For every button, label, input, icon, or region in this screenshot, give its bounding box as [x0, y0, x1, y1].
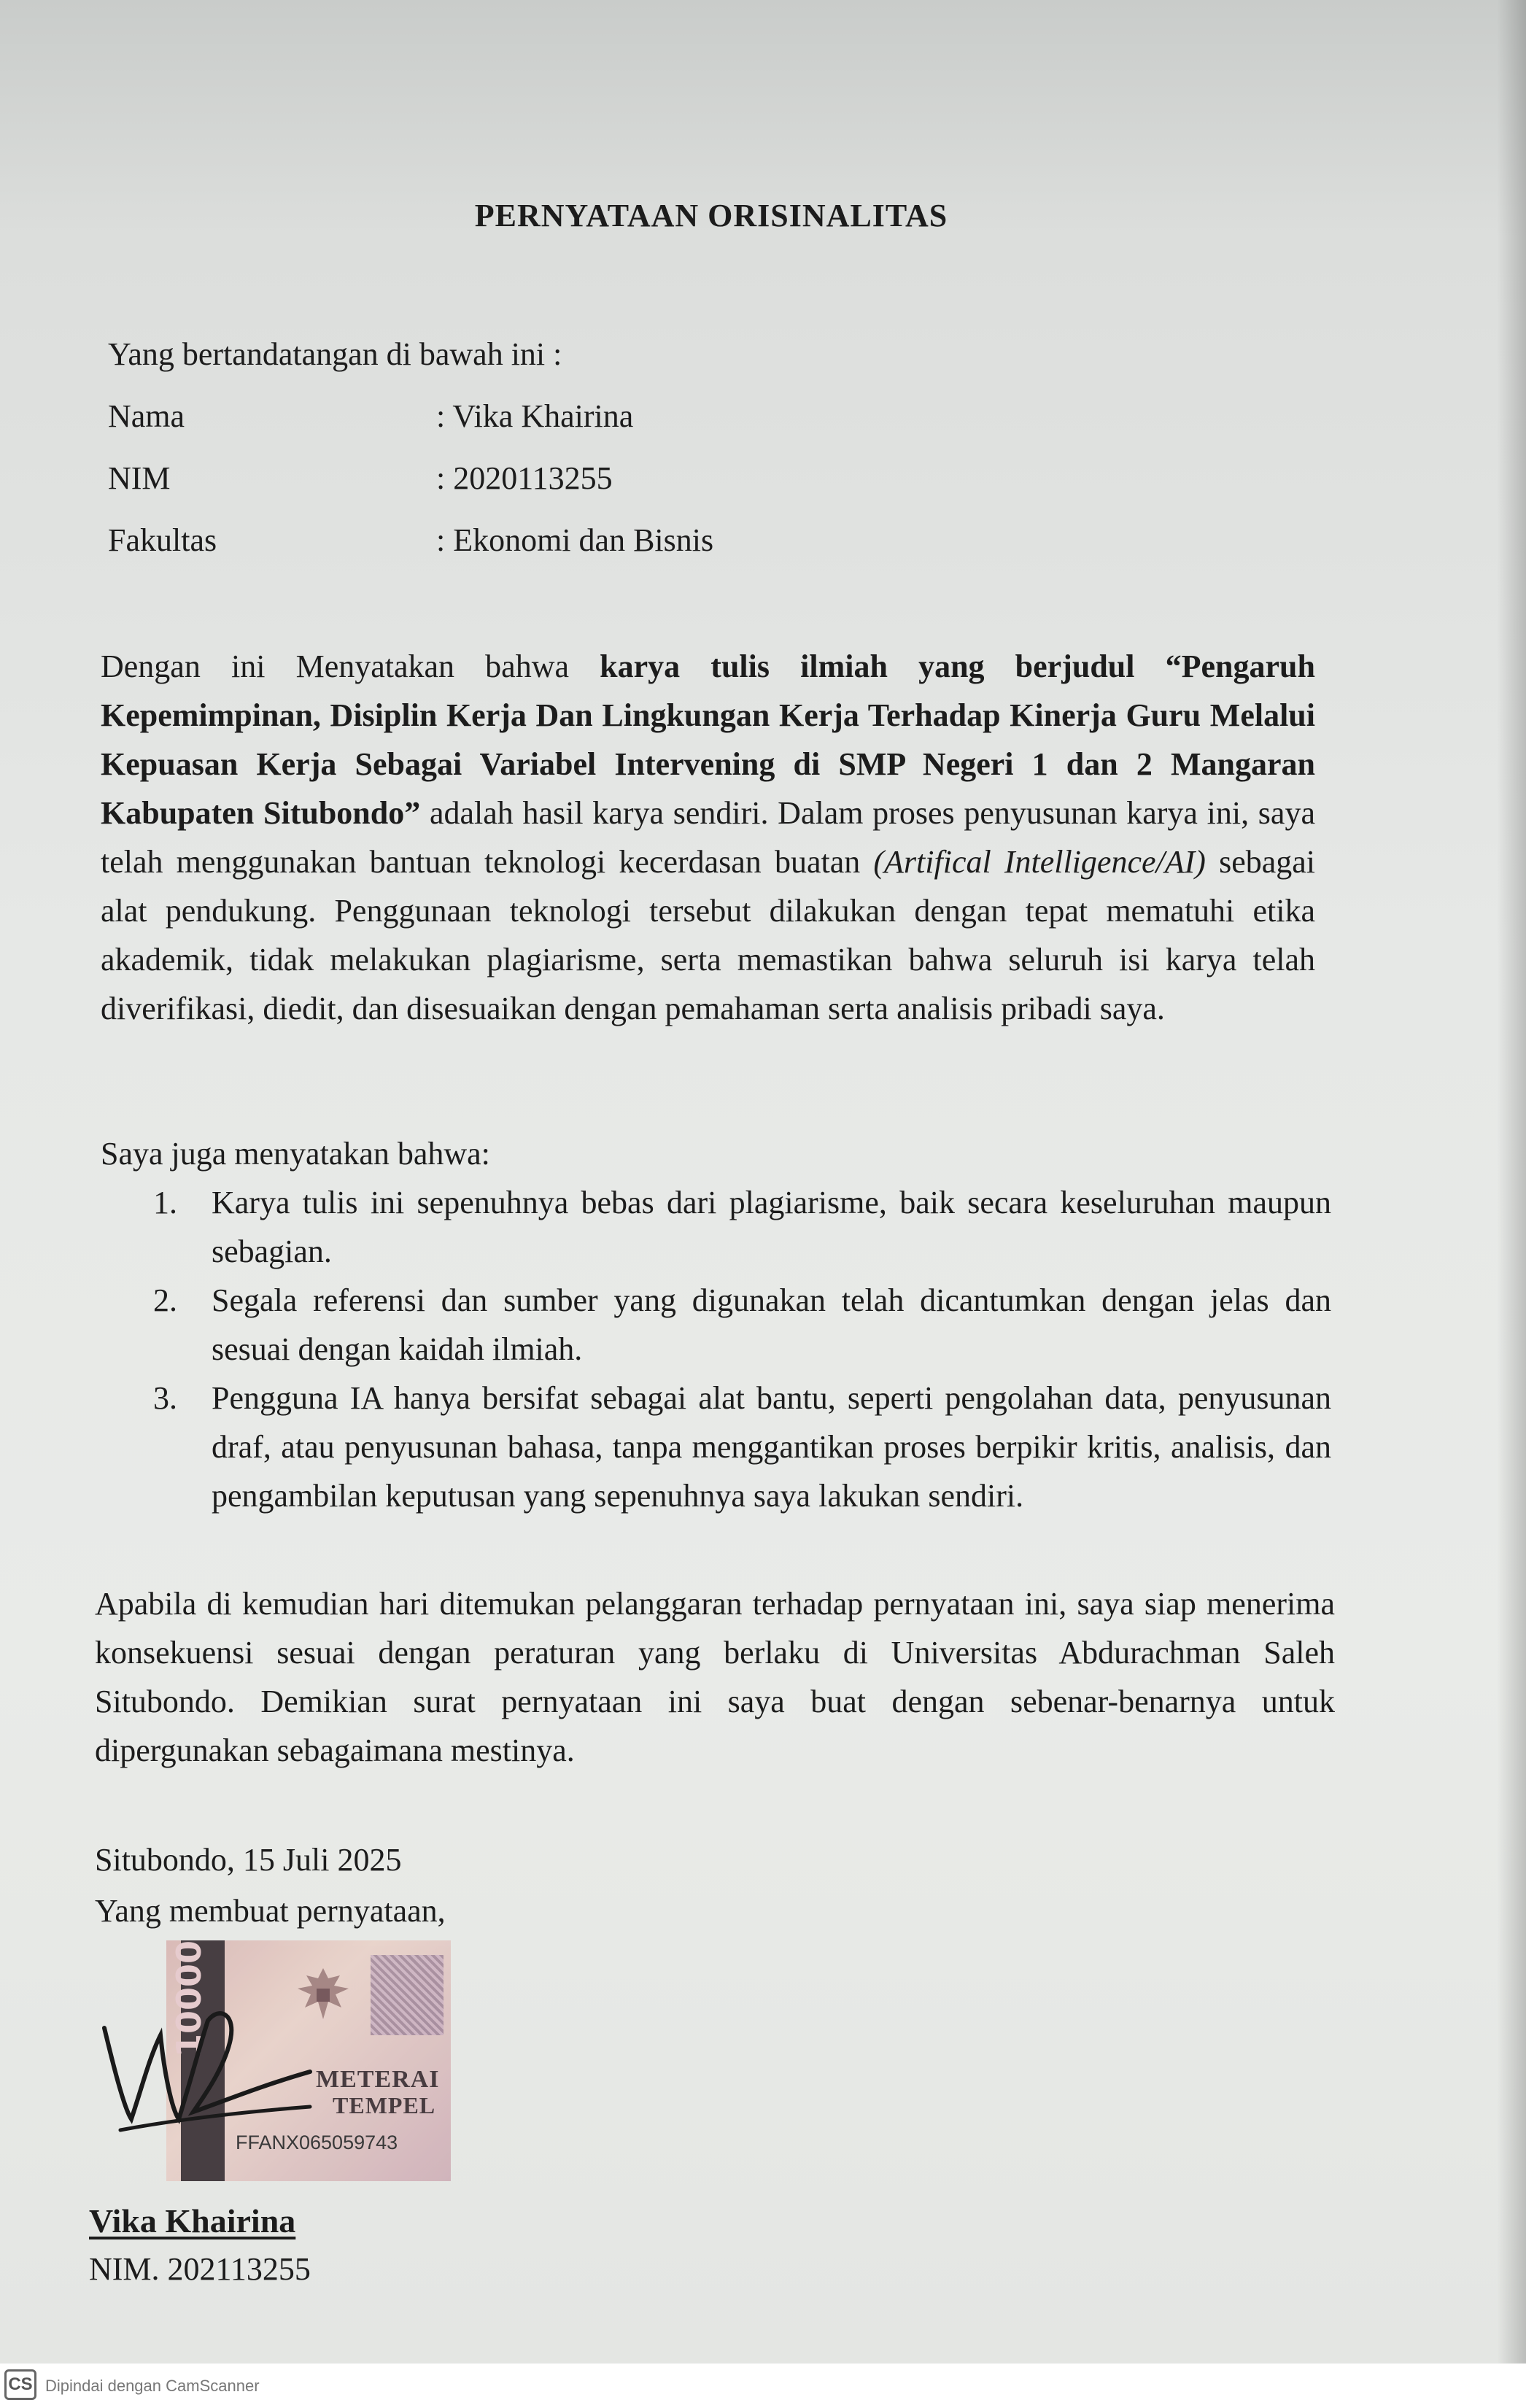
list-text: Karya tulis ini sepenuhnya bebas dari plagiarisme, baik secara keseluruhan maupun sebagian.: [212, 1185, 1331, 1269]
field-label: Fakultas: [108, 522, 217, 558]
field-nim: [108, 460, 613, 497]
list-item: [153, 1276, 1331, 1374]
statement-mid: adalah hasil karya sendiri. Dalam proses penyusunan karya ini, saya telah menggunakan bantuan teknologi kecerdasan buatan: [101, 795, 1315, 880]
list-text: Pengguna IA hanya bersifat sebagai alat bantu, seperti pengolahan data, penyusunan draf, atau penyusunan bahasa, tanpa menggantikan proses berpikir kritis, analisis, dan pengambilan keputusan yang sepenuhnya saya lakukan sendiri.: [212, 1380, 1331, 1514]
field-value: : Vika Khairina: [436, 398, 634, 434]
page-shadow: [1497, 0, 1526, 2364]
stamp-value: 10000: [169, 1940, 209, 2057]
stamp-serial: FFANX065059743: [236, 2132, 398, 2153]
statement-paragraph: [101, 642, 1315, 1033]
scanner-watermark-text: Dipindai dengan CamScanner: [45, 2377, 260, 2395]
list-number: 2.: [153, 1282, 177, 1318]
statement-suffix: sebagai alat pendukung. Penggunaan teknologi tersebut dilakukan dengan tepat mematuhi etika akademik, tidak melakukan plagiarisme, serta memastikan bahwa seluruh isi karya telah diverifikasi, diedit, dan disesuaikan dengan pemahaman serta analisis pribadi saya.: [101, 844, 1316, 1026]
field-value: : Ekonomi dan Bisnis: [436, 522, 714, 558]
signer-nim: NIM. 202113255: [89, 2251, 311, 2287]
intro-line: Yang bertandatangan di bawah ini :: [108, 336, 562, 372]
statement-prefix: Dengan ini Menyatakan bahwa: [101, 649, 600, 684]
place-date-block: [95, 1835, 446, 1937]
statement-title-bold: karya tulis ilmiah yang berjudul “Pengaruh Kepemimpinan, Disiplin Kerja Dan Lingkungan Kerja Terhadap Kinerja Guru Melalui Kepuasan Kerja Sebagai Variabel Intervening di SMP Negeri 1 dan 2 Mangaran Kabupaten Situbondo”: [101, 649, 1315, 831]
statement-list: [153, 1178, 1331, 1520]
stamp-label-meterai: METERAI: [316, 2066, 440, 2093]
list-number: 1.: [153, 1185, 177, 1220]
field-label: NIM: [108, 460, 171, 496]
document-title: PERNYATAAN ORISINALITAS: [474, 198, 948, 233]
closing-paragraph: Apabila di kemudian hari ditemukan pelanggaran terhadap pernyataan ini, saya siap menerima konsekuensi sesuai dengan peraturan yang berlaku di Universitas Abdurachman Saleh Situbondo. Demikian surat pernyataan ini saya buat dengan sebenar-benarnya untuk dipergunakan sebagaimana mestinya.: [95, 1586, 1335, 1768]
field-label: Nama: [108, 398, 185, 434]
scanner-footer: [0, 2364, 1526, 2408]
list-text: Segala referensi dan sumber yang digunakan telah dicantumkan dengan jelas dan sesuai dengan kaidah ilmiah.: [212, 1282, 1331, 1367]
list-item: [153, 1374, 1331, 1520]
field-value: : 2020113255: [436, 460, 613, 496]
field-fakultas: [108, 522, 713, 559]
handwritten-signature: [91, 1962, 405, 2152]
statement-italic: (Artifical Intelligence/AI): [873, 844, 1206, 880]
also-statement: Saya juga menyatakan bahwa:: [101, 1136, 490, 1172]
maker-label: Yang membuat pernyataan,: [95, 1893, 446, 1929]
stamp-label-tempel: TEMPEL: [333, 2092, 436, 2118]
field-nama: [108, 398, 633, 435]
list-item: [153, 1178, 1331, 1276]
camscanner-logo-icon: CS: [4, 2369, 36, 2400]
list-number: 3.: [153, 1380, 177, 1416]
signer-name: Vika Khairina: [89, 2202, 296, 2239]
place-date: Situbondo, 15 Juli 2025: [95, 1842, 402, 1878]
